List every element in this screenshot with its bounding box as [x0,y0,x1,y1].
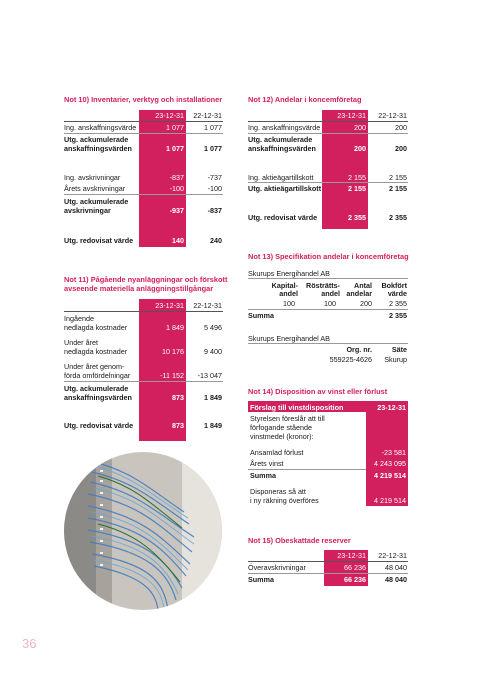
note14-col-header: 23-12-31 [377,403,406,412]
row-label: i ny räkning överföres [250,496,319,505]
row-label: Årets vinst [250,459,284,468]
divider [248,561,408,562]
cell-value: -11 152 [160,371,184,380]
cell-value: 200 [360,299,372,308]
column-header: andelar [346,289,372,298]
row-label: Utg. ackumulerade [64,135,129,144]
column-header: andel [321,289,340,298]
cell-value: 66 236 [344,563,366,572]
cell-value: 1 849 [204,393,222,402]
cell-value: -937 [169,206,184,215]
note10-title: Not 10) Inventarier, verktyg och installationer [64,95,223,104]
column-header: Rösträtts- [306,281,340,290]
row-label: Under året genom- [64,362,125,371]
note15-title: Not 15) Obeskattade reserver [248,536,351,545]
divider [248,121,408,122]
note12-col1-header: 23-12-31 [337,111,366,120]
org-number: 559225-4626 [329,355,372,364]
cell-value: 2 355 [389,299,407,308]
row-label: nedlagda kostnader [64,323,128,332]
row-label: Ing. anskaffningsvärde [64,123,137,132]
cell-value: 873 [172,421,184,430]
row-label: Utg. redovisat värde [248,213,318,222]
cell-value: 140 [172,236,184,245]
note12-title: Not 12) Andelar i koncemföretag [248,95,362,104]
sum-value: 2 355 [389,311,407,320]
intro-text: vinstmedel (kronor): [250,432,314,441]
row-label: Summa [250,471,276,480]
column-header: Org. nr. [346,345,372,354]
row-label: Utg. ackumulerade [248,135,313,144]
cell-value: 1 077 [166,144,184,153]
note10-col1-header: 23-12-31 [155,111,184,120]
column-header: Bokfört [381,281,407,290]
cell-value: 2 355 [348,213,366,222]
row-label: Utg. aktieägartillskott [248,184,322,193]
cell-value: 4 219 514 [374,471,406,480]
note11-col2-header: 22-12-31 [193,301,222,310]
note15-col2-header: 22-12-31 [378,551,407,560]
cell-value: -837 [207,206,222,215]
note15-col1-header: 23-12-31 [337,551,366,560]
cell-value: -23 581 [381,448,406,457]
cell-value: 9 400 [204,347,222,356]
note10-col2-header: 22-12-31 [193,111,222,120]
company-name: Skurups Energihandel AB [248,334,330,343]
cell-value: 2 155 [348,173,366,182]
cell-value: 1 849 [204,421,222,430]
row-label: Överavskrivningar [248,563,306,572]
cell-value: 1 077 [204,144,222,153]
note14-header-label: Förslag till vinstdisposition [250,403,344,412]
cell-value: 48 040 [385,563,407,572]
note11-highlight-column [139,299,186,441]
cell-value: 1 077 [166,123,184,132]
cell-value: 100 [283,299,295,308]
row-label: Utg. redovisat värde [64,236,134,245]
row-label: Disponeras så att [250,487,306,496]
row-label: Under året [64,338,98,347]
note11-title-line2: avseende materiella anläggningstillgångar [64,284,214,293]
cell-value: -100 [207,184,222,193]
row-label: Utg. redovisat värde [64,421,134,430]
row-label: anskaffningsvärden [64,144,132,153]
seat: Skurup [384,355,407,364]
row-label: Ing. avskrivningar [64,173,121,182]
note12-col2-header: 22-12-31 [378,111,407,120]
cell-value: 4 219 514 [374,496,406,505]
cell-value: 48 040 [385,575,407,584]
row-label: Ing. anskaffningsvärde [248,123,321,132]
cell-value: 2 155 [348,184,366,193]
cell-value: -13 047 [197,371,222,380]
row-label: anskaffningsvärden [248,144,316,153]
sum-label: Summa [248,311,274,320]
column-header: Säte [391,345,407,354]
cell-value: 200 [395,123,407,132]
cell-value: 100 [324,299,336,308]
cell-value: 2 355 [389,213,407,222]
cable-photo [64,452,222,610]
row-label: förda omfördelningar [64,371,131,380]
cell-value: 873 [172,393,184,402]
cell-value: 1 077 [204,123,222,132]
cell-value: 200 [395,144,407,153]
column-header: värde [387,289,407,298]
intro-text: förfogande stående [250,423,312,432]
row-label: Utg. ackumulerade [64,197,129,206]
row-label: Utg. ackumulerade [64,384,129,393]
company-name: Skurups Energihandel AB [248,269,330,278]
page-number: 36 [22,636,37,651]
column-header: Antal [354,281,372,290]
note13-title: Not 13) Specifikation andelar i koncemföretag [248,252,409,261]
cell-value: 2 155 [389,184,407,193]
column-header: andel [279,289,298,298]
cell-value: 2 155 [389,173,407,182]
cell-value: 240 [210,236,222,245]
cell-value: 10 176 [162,347,184,356]
cell-value: -100 [169,184,184,193]
row-label: anskaffningsvärden [64,393,132,402]
row-label: Årets avskrivningar [64,184,126,193]
row-label: avskrivningar [64,206,111,215]
note11-col1-header: 23-12-31 [155,301,184,310]
note11-title: Not 11) Pågående nyanläggningar och förskott [64,275,228,284]
cell-value: 4 243 095 [374,459,406,468]
cell-value: -837 [169,173,184,182]
note14-title: Not 14) Disposition av vinst eller förlust [248,387,388,396]
divider [64,121,223,122]
cell-value: 200 [354,144,366,153]
divider [64,311,223,312]
cell-value: 5 496 [204,323,222,332]
row-label: nedlagda kostnader [64,347,128,356]
intro-text: Styrelsen föreslår att till [250,414,325,423]
row-label: Summa [248,575,274,584]
cell-value: 200 [354,123,366,132]
cell-value: 1 849 [166,323,184,332]
cell-value: 66 236 [344,575,366,584]
row-label: Ansamlad förlust [250,448,304,457]
cell-value: -737 [207,173,222,182]
row-label: Ingående [64,314,94,323]
row-label: Ing. aktieägartillskott [248,173,314,182]
column-header: Kapital- [271,281,298,290]
